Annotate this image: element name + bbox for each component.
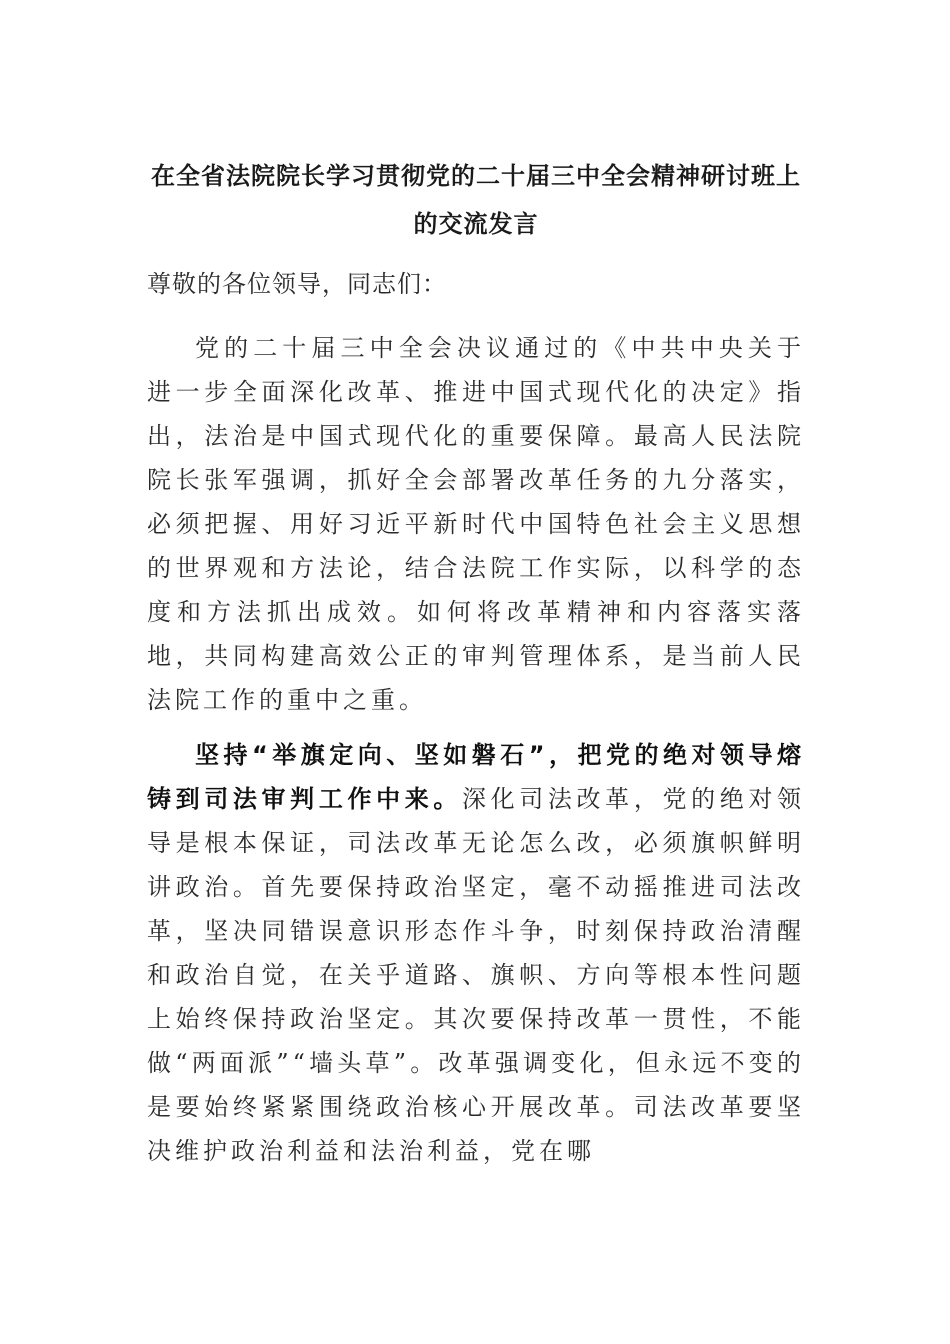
paragraph-intro [147,326,805,722]
paragraph-party-leadership [147,733,805,1173]
paragraph-lead-heading: 坚持“举旗定向、坚如磐石”，把党的绝对领导熔铸到司法审判工作中来。 [147,741,805,813]
paragraph-text: 深化司法改革，党的绝对领导是根本保证，司法改革无论怎么改，必须旗帜鲜明讲政治。首先要保持政治坚定，毫不动摇推进司法改革，坚决同错误意识形态作斗争，时刻保持政治清醒和政治自觉，在关乎道路、旗帜、方向等根本性问题上始终保持政治坚定。其次要保持改革一贯性，不能做“两面派”“墙头草”。改革强调变化，但永远不变的是要始终紧紧围绕政治核心开展改革。司法改革要坚决维护政治利益和法治利益，党在哪 [147,785,805,1165]
salutation: 尊敬的各位领导，同志们： [147,270,447,298]
paragraph-text: 党的二十届三中全会决议通过的《中共中央关于进一步全面深化改革、推进中国式现代化的决定》指出，法治是中国式现代化的重要保障。最高人民法院院长张军强调，抓好全会部署改革任务的九分落实，必须把握、用好习近平新时代中国特色社会主义思想的世界观和方法论，结合法院工作实际，以科学的态度和方法抓出成效。如何将改革精神和内容落实落地，共同构建高效公正的审判管理体系，是当前人民法院工作的重中之重。 [147,334,805,714]
document-title: 在全省法院院长学习贯彻党的二十届三中全会精神研讨班上的交流发言 [151,162,801,238]
